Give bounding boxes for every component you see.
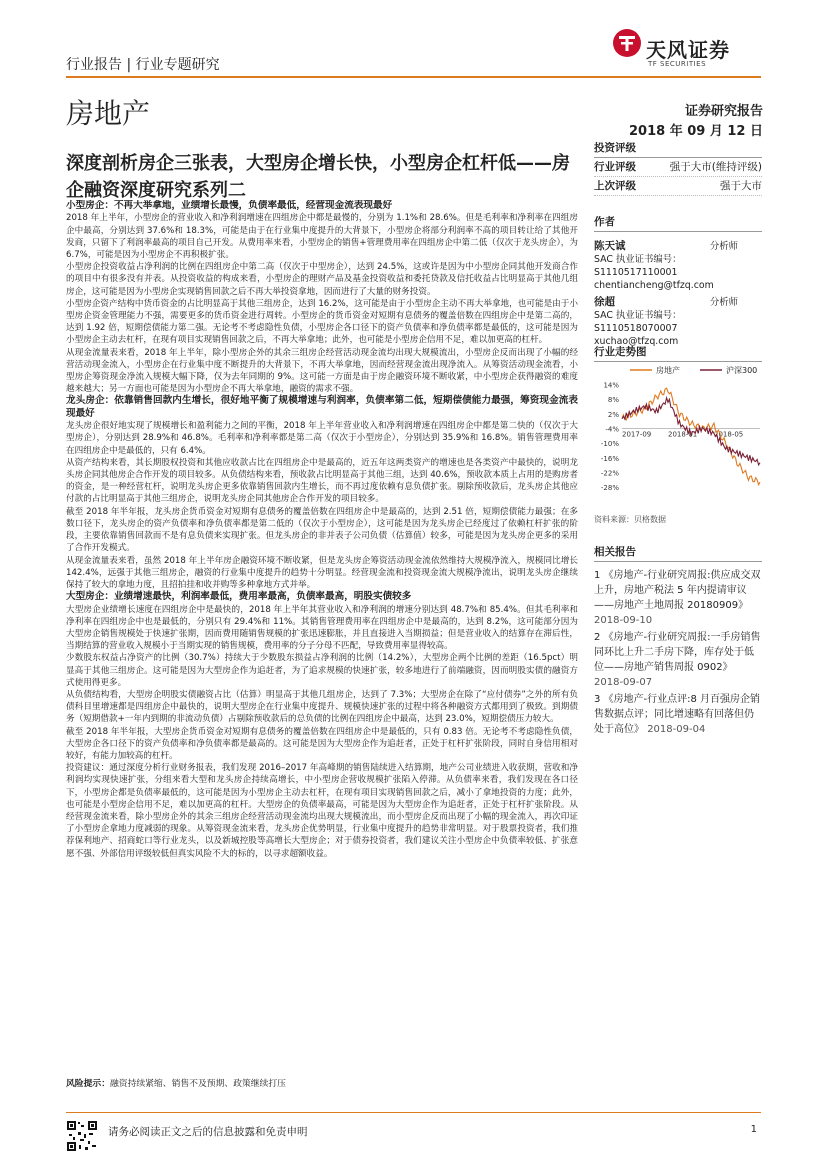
y-tick-label: -4% (605, 425, 619, 434)
body-paragraph: 大型房企业绩增长速度在四组房企中是最快的，2018 年上半年其营业收入和净利润的增速分别达到 48.7%和 85.4%。但其毛利率和净利率在四组房企中也是最低的，分别只有 29.4%和 11%。其销售管理费用率在四组房企中是最高的，达到 8.2%，这可能部分因为大型房企销售规模处于快速扩张期，因而费用随销售规模的扩张迅速膨胀，并且直接进入当期损益；但是营业收入的结算存在滞后性，当期结算的营业收入规模小于当期实现的销售规模，费用率的分子分母不匹配，导致费用率显得较高。 (66, 604, 578, 652)
y-tick-label: -10% (600, 440, 619, 449)
page-number: 1 (750, 1124, 757, 1135)
related-report-link[interactable]: 3 《房地产-行业点评:8 月百强房企销售数据点评；同比增速略有回落但仍处于高位》 (594, 694, 761, 735)
related-report-date: 2018-09-07 (594, 677, 653, 688)
body-paragraph: 小型房企投资收益占净利润的比例在四组房企中第二高（仅次于中型房企），达到 24.5%，这或许是因为中小型房企同其他开发商合作的项目中有很多没有并表。从投资收益的构成来看，小型房企的理财产品及基金投资收益和委托贷款及信托收益占比明显高于其他几组房企，这可能是因为小型房企实现销售回款之后不再大举投资拿地，因而进行了大量的财务投资。 (66, 262, 578, 297)
body-paragraph: 投资建议：通过深度分析行业财务报表，我们发现 2016–2017 年高峰期的销售陆续进入结算期，地产公司业绩进入收获期，营收和净利润均实现快速扩张，分组来看大型和龙头房企持续高增长，中小型房企营收规模扩张陷入停滞。从负债率来看，我们发现在各口径下，小型房企都是负债率最低的，这可能是因为小型房企主动去杠杆，在现有项目实现销售回款之后，减小了拿地投资的力度；此外，也可能是小型房企信用不足，难以加更高的杠杆。大型房企的负债率最高，可能是因为大型房企作为追赶者，正处于杠杆扩张阶段。从经营现金流来看，除小型房企外的其余三组房企经营活动现金流均出现大规模流出，而小型房企反而出现了小幅的现金流入，再次印证了小型房企拿地力度减弱的现象。从筹资现金流来看，龙头房企优势明显，行业集中度提升的趋势非常明显。对于股票投资者，我们推荐保利地产、招商蛇口等行业龙头，以及新城控股等高增长大型房企；对于债券投资者，我们建议关注小型房企中负债率较低、扩张意愿不强、外部信用评级较低但真实风险不大的标的，以寻求超额收益。 (66, 763, 578, 859)
rating-key: 行业评级 (594, 161, 636, 173)
trend-heading: 行业走势图 (594, 344, 762, 362)
body-paragraph: 小型房企资产结构中货币资金的占比明显高于其他三组房企，达到 16.2%，这可能是由于小型房企主动不再大举拿地，也可能是由于小型房企资金管理能力不强，需要更多的货币资金进行周转。小型房企的货币资金对短期有息债务的覆盖倍数在四组房企中是第二高的，达到 1.92 倍，短期偿债能力第二强。无论考不考虑隐性负债，小型房企各口径下的资产负债率和净负债率都是最低的，这可能是因为小型房企主动去杠杆，在现有项目实现销售回款之后，不再大举拿地；此外，也可能是小型房企信用不足，难以加更高的杠杆。 (66, 298, 578, 346)
body-paragraph: 从负债结构看，大型房企明股实债融资占比（估算）明显高于其他几组房企，达到了 7.3%；大型房企在除了“应付债券”之外的所有负债科目里增速都是四组房企中最快的，说明大型房企在行业集中度提升、规模快速扩张的过程中将各种融资方式都用到了极致。到期债务（短期借款+一年内到期的非流动负债）占剔除预收款后的总负债的比例在四组房企中最高，达到 23.0%，短期偿债压力较大。 (66, 689, 578, 725)
y-tick-label: 2% (607, 410, 619, 419)
author-sac: SAC 执业证书编号：S1110518070007 (594, 310, 682, 334)
y-tick-label: -16% (600, 454, 619, 463)
related-report-link[interactable]: 2 《房地产-行业研究周报:一手房销售同环比上升二手房下降，库存处于低位——房地产销售周报 0902》 (594, 632, 761, 673)
logo-text: 天风证券 (646, 38, 730, 62)
body-paragraph: 从现金流量表来看，2018 年上半年，除小型房企外的其余三组房企经营活动现金流均出现大规模流出，小型房企反而出现了小幅的经营活动现金流入，小型房企在行业集中度不断提升的大背景下，不再大举拿地，因而经营现金流出现净流入。从筹资活动现金流看，小型房企筹资现金净流入规模大幅下降，仅为去年同期的 9%。这可能一方面是由于房企融资环境不断收紧，中小型房企获得融资的难度越来越大；另一方面也可能是因为小型房企不再大举拿地，融资的需求不强。 (66, 347, 578, 395)
author-name: 陈天诚 (594, 240, 626, 252)
section-heading: 龙头房企：依靠销售回款内生增长，很好地平衡了规模增速与利润率，负债率第二低，短期偿债能力最强，筹资现金流表现最好 (66, 395, 578, 419)
rating-heading: 投资评级 (594, 140, 762, 158)
chart-source: 资料来源：贝格数据 (594, 515, 666, 524)
section-heading: 大型房企：业绩增速最快，利润率最低，费用率最高，负债率最高，明股实债较多 (66, 591, 412, 603)
qr-code-icon (66, 1120, 98, 1152)
body-paragraph: 少数股东权益占净资产的比例（30.7%）持续大于少数股东损益占净利润的比例（14.2%），大型房企两个比例的差距（16.5pct）明显高于其他三组房企。这可能是因为大型房企作为追赶者，为了追求规模的快速扩张，较多地进行了前端融资，因而明股实债的融资方式使用得更多。 (66, 653, 578, 688)
related-report-date: 2018-09-10 (594, 615, 653, 626)
section-heading: 小型房企：不再大举拿地，业绩增长最慢，负债率最低，经营现金流表现最好 (66, 200, 393, 211)
body-paragraph: 龙头房企很好地实现了规模增长和盈利能力之间的平衡，2018 年上半年营业收入和净利润增速在四组房企中都是第二快的（仅次于大型房企），分别达到 28.9%和 46.8%。毛利率和净利率都是第二高（仅次于小型房企），分别达到 35.9%和 16.8%。销售管理费用率在四组房企中是最低的，只有 6.4%。 (66, 421, 578, 456)
author-email[interactable]: chentiancheng@tfzq.com (594, 280, 714, 291)
y-tick-label: -28% (600, 484, 619, 493)
legend-label: 房地产 (656, 366, 680, 375)
sector-title: 房地产 (66, 97, 151, 130)
author-role: 分析师 (709, 297, 738, 308)
logo-mark-icon (612, 28, 642, 58)
footer-disclaimer: 请务必阅读正文之后的信息披露和免责申明 (108, 1126, 308, 1138)
author-card (594, 296, 762, 348)
related-report-link[interactable]: 1 《房地产-行业研究周报:供应成交双上升，房地产税法 5 年内提请审议——房地产土地周报 20180909》 (594, 570, 761, 611)
rating-key: 上次评级 (594, 180, 636, 192)
related-report-item[interactable] (594, 568, 762, 628)
rating-row (594, 177, 762, 196)
y-tick-label: 14% (603, 381, 619, 390)
author-section (594, 214, 762, 348)
body-paragraph: 2018 年上半年，小型房企的营业收入和净利润增速在四组房企中都是最慢的，分别为 1.1%和 28.6%。但是毛利率和净利率在四组房企中最高，分别达到 37.6%和 18.3%，可能是由于在行业集中度提升的大背景下，小型房企将部分利润率不高的项目转让给了其他开发商，只留下了利润率最高的项目自己开发。从费用率来看，小型房企的销售+管理费用率在四组房企中第二低（仅次于龙头房企），为 6.7%，可能是因为小型房企不再积极扩张。 (66, 213, 578, 261)
body-paragraph: 从现金流量表来看，虽然 2018 年上半年房企融资环境不断收紧，但是龙头房企筹资活动现金流依然维持大规模净流入，规模同比增长 142.4%，远强于其他三组房企，融资的行业集中度提升的趋势十分明显。经营现金流和投资现金流大规模净流出，说明龙头房企继续保持了较大的拿地力度，且招拍挂和收并购等多种拿地方式并举。 (66, 555, 578, 590)
related-section (594, 544, 762, 739)
author-card (594, 240, 762, 292)
author-role: 分析师 (709, 241, 738, 252)
y-tick-label: -22% (600, 469, 619, 478)
rating-value: 强于大市(维持评级) (669, 161, 762, 173)
x-tick-label: 2018-05 (714, 430, 744, 439)
author-sac: SAC 执业证书编号：S1110517110001 (594, 254, 682, 278)
rating-value: 强于大市 (720, 180, 762, 192)
report-type: 行业报告 | 行业专题研究 (66, 57, 220, 73)
related-report-item[interactable] (594, 692, 762, 737)
company-logo (612, 28, 762, 72)
body-paragraph: 截至 2018 年半年报，大型房企货币资金对短期有息债务的覆盖倍数在四组房企中是最低的，只有 0.83 倍。无论考不考虑隐性负债，大型房企各口径下的资产负债率和净负债率都是最高的。这可能是因为大型房企作为追赶者，正处于杠杆扩张阶段，同时自身信用相对较好，有能力加较高的杠杆。 (66, 726, 578, 761)
rating-section (594, 140, 762, 196)
rating-row (594, 158, 762, 177)
risk-label: 风险提示： (66, 1079, 110, 1089)
x-tick-label: 2018-01 (668, 430, 698, 439)
report-label: 证券研究报告 (684, 104, 763, 119)
x-tick-label: 2017-09 (622, 430, 652, 439)
risk-text: 融资持续紧缩、销售不及预期、政策继续打压 (110, 1079, 286, 1089)
report-body (66, 200, 578, 1169)
related-report-item[interactable] (594, 630, 762, 690)
author-email[interactable]: xuchao@tfzq.com (594, 336, 679, 347)
body-paragraph: 从资产结构来看，其长期股权投资和其他应收款占比在四组房企中是最高的，近五年这两类资产的增速也是各类资产中最快的，说明龙头房企同其他房企合作开发的项目较多。从负债结构来看，预收款占比明显高于其他三组，达到 40.6%，预收款本质上占用的是购房者的资金，是一种经营杠杆，说明龙头房企更多依靠销售回款内生增长，而不再过度依赖有息负债扩张。剔除预收款后，龙头房企其他应付款的占比明显高于其他三组房企，说明龙头房企同其他房企合作开发的项目较多。 (66, 457, 578, 505)
report-date: 2018 年 09 月 12 日 (629, 124, 763, 139)
header-divider (66, 76, 761, 78)
author-heading: 作者 (594, 214, 762, 232)
trend-chart (590, 360, 765, 510)
logo-english-text: TF SECURITIES (648, 60, 707, 68)
author-name: 徐超 (594, 296, 615, 308)
risk-warning (66, 1076, 666, 1089)
related-report-date: 2018-09-04 (647, 724, 706, 735)
body-paragraph: 截至 2018 年半年报，龙头房企货币资金对短期有息债务的覆盖倍数在四组房企中是最高的，达到 2.51 倍，短期偿债能力最强；在多数口径下，龙头房企的资产负债率和净负债率都是第二低的（仅次于小型房企），这可能是因为龙头房企已经度过了依赖杠杆扩张的阶段，主要依靠销售回款而不是有息负债来实现扩张。但龙头房企的非并表子公司负债（估算值）较多，可能是因为龙头房企更多的采用了合作开发模式。 (66, 506, 578, 554)
related-heading: 相关报告 (594, 544, 762, 562)
legend-label: 沪深300 (726, 366, 758, 375)
y-tick-label: 8% (607, 396, 619, 405)
footer-divider (66, 1112, 761, 1113)
report-title: 深度剖析房企三张表，大型房企增长快，小型房企杠杆低——房企融资深度研究系列二 (66, 153, 570, 201)
